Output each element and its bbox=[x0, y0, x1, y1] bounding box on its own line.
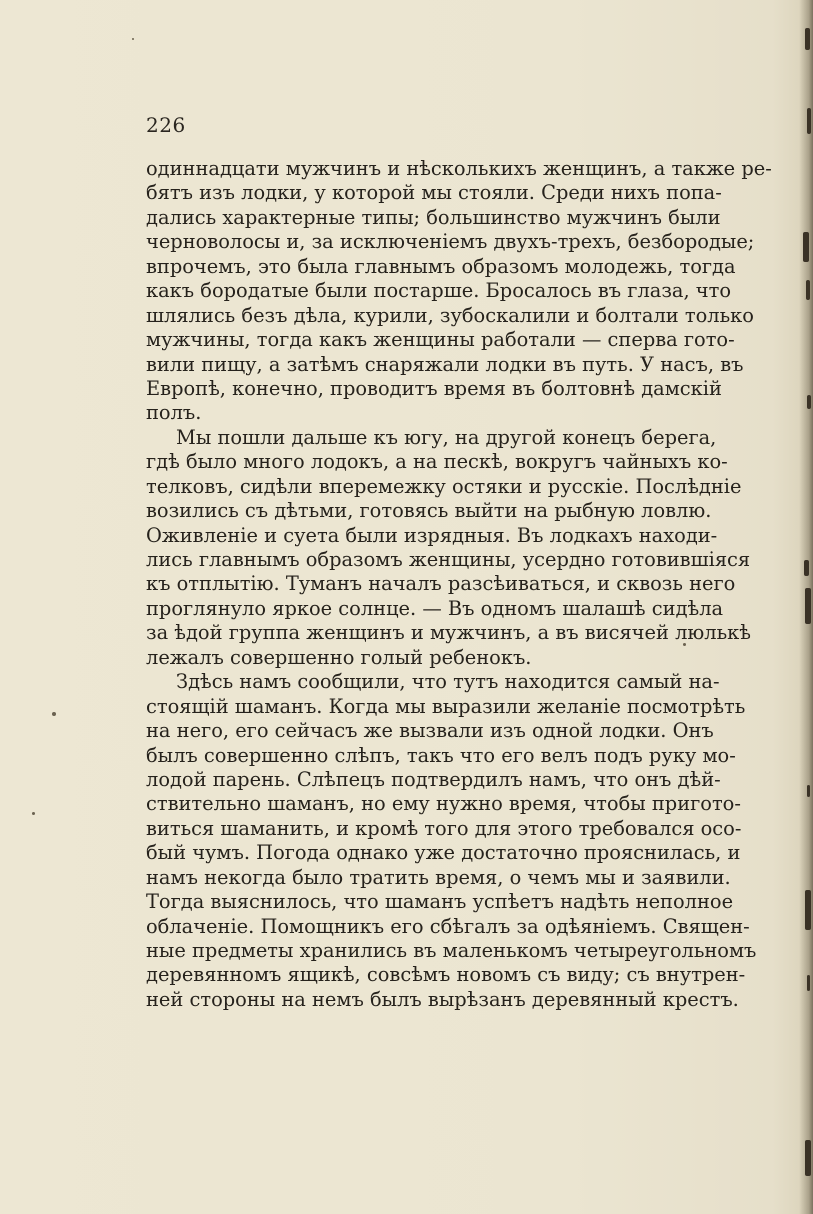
text-line: Тогда выяснилось, что шаманъ успѣетъ надѣть неполное bbox=[146, 890, 734, 914]
text-line: черноволосы и, за исключенiемъ двухъ-трехъ, безбородые; bbox=[146, 230, 755, 254]
text-line: ней стороны на немъ былъ вырѣзанъ деревянный крестъ. bbox=[146, 987, 739, 1011]
text-line: возились съ дѣтьми, готовясь выйти на рыбную ловлю. bbox=[146, 499, 712, 523]
text-line: лежалъ совершенно голый ребенокъ. bbox=[146, 645, 532, 669]
text-line: Здѣсь намъ сообщили, что тутъ находится самый на- bbox=[176, 670, 720, 694]
text-line: мужчины, тогда какъ женщины работали — сперва гото- bbox=[146, 328, 735, 352]
text-line: стоящiй шаманъ. Когда мы выразили желанiе посмотрѣть bbox=[146, 694, 746, 718]
text-line: деревянномъ ящикѣ, совсѣмъ новомъ съ виду; съ внутрен- bbox=[146, 963, 746, 987]
text-line: впрочемъ, это была главнымъ образомъ молодежь, тогда bbox=[146, 254, 736, 278]
text-line: ные предметы хранились въ маленькомъ четыреугольномъ bbox=[146, 939, 757, 962]
text-line: лись главнымъ образомъ женщины, усердно готовившiяся bbox=[146, 548, 751, 571]
body-text bbox=[146, 157, 772, 1012]
text-line: телковъ, сидѣли вперемежку остяки и русскiе. Послѣднiе bbox=[146, 474, 742, 498]
text-line: какъ бородатые были постарше. Бросалось въ глаза, что bbox=[146, 279, 732, 303]
text-line: къ отплытiю. Туманъ началъ разсѣиваться, и сквозь него bbox=[146, 572, 736, 596]
text-line: вили пищу, а затѣмъ снаряжали лодки въ путь. У насъ, въ bbox=[146, 352, 744, 376]
text-line: на него, его сейчасъ же вызвали изъ одной лодки. Онъ bbox=[146, 719, 714, 743]
text-line: Европѣ, конечно, проводитъ время въ болтовнѣ дамскiй bbox=[146, 376, 722, 400]
text-line: шлялись безъ дѣла, курили, зубоскалили и болтали только bbox=[146, 303, 754, 327]
text-line: гдѣ было много лодокъ, а на пескѣ, вокругъ чайныхъ ко- bbox=[146, 450, 728, 474]
page-number: 226 bbox=[146, 113, 186, 137]
text-line: ствительно шаманъ, но ему нужно время, чтобы пригото- bbox=[146, 792, 741, 816]
text-line: дались характерные типы; большинство мужчинъ были bbox=[146, 205, 721, 229]
text-line: полъ. bbox=[146, 401, 202, 425]
text-line: виться шаманить, и кромѣ того для этого требовался осо- bbox=[146, 816, 742, 840]
text-line: намъ некогда было тратить время, о чемъ мы и заявили. bbox=[146, 865, 731, 889]
text-line: проглянуло яркое солнце. — Въ одномъ шалашѣ сидѣла bbox=[146, 596, 724, 620]
text-line: бый чумъ. Погода однако уже достаточно прояснилась, и bbox=[146, 841, 741, 865]
text-line: облаченiе. Помощникъ его сбѣгалъ за одѣянiемъ. Священ- bbox=[146, 914, 750, 938]
text-line: Мы пошли дальше къ югу, на другой конецъ берега, bbox=[176, 425, 717, 449]
text-line: одиннадцати мужчинъ и нѣсколькихъ женщинъ, а также ре- bbox=[146, 157, 772, 180]
text-line: Оживленiе и суета были изрядныя. Въ лодкахъ находи- bbox=[146, 523, 718, 547]
text-line: за ѣдой группа женщинъ и мужчинъ, а въ висячей люлькѣ bbox=[146, 621, 751, 645]
text-line: лодой парень. Слѣпецъ подтвердилъ намъ, что онъ дѣй- bbox=[146, 767, 721, 791]
text-line: былъ совершенно слѣпъ, такъ что его велъ подъ руку мо- bbox=[146, 743, 736, 767]
text-line: бятъ изъ лодки, у которой мы стояли. Среди нихъ попа- bbox=[146, 181, 722, 205]
